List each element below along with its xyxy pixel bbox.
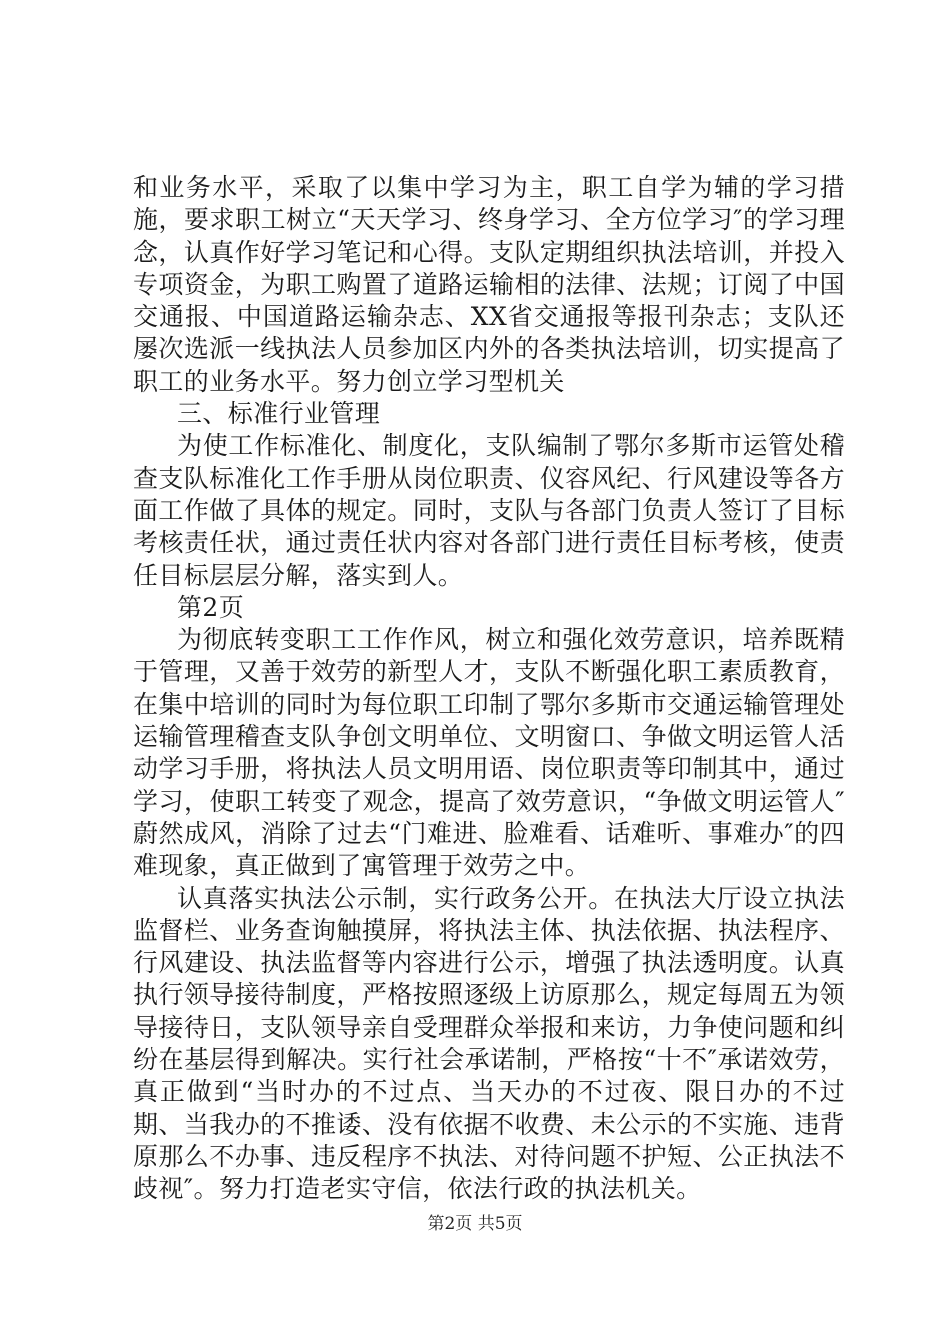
- paragraph-public-disclosure: 认真落实执法公示制，实行政务公开。在执法大厅设立执法监督栏、业务查询触摸屏，将执法主体、执法依据、执法程序、行风建设、执法监督等内容进行公示，增强了执法透明度。认真执行领导接待制度，严格按照逐级上访原那么，规定每周五为领导接待日，支队领导亲自受理群众举报和来访，力争使问题和纠纷在基层得到解决。实行社会承诺制，严格按“十不″承诺效劳，真正做到“当时办的不过点、当天办的不过夜、限日办的不过期、当我办的不推诿、没有依据不收费、未公示的不实施、违背原那么不办事、违反程序不执法、对待问题不护短、公正执法不歧视″。努力打造老实守信，依法行政的执法机关。: [133, 883, 845, 1204]
- paragraph-study-measures: 和业务水平，采取了以集中学习为主，职工自学为辅的学习措施，要求职工树立“天天学习、终身学习、全方位学习″的学习理念，认真作好学习笔记和心得。支队定期组织执法培训，并投入专项资金，为职工购置了道路运输相的法律、法规；订阅了中国交通报、中国道路运输杂志、XX省交通报等报刊杂志；支队还屡次选派一线执法人员参加区内外的各类执法培训，切实提高了职工的业务水平。努力创立学习型机关: [133, 173, 845, 396]
- paragraph-standardization: 为使工作标准化、制度化，支队编制了鄂尔多斯市运管处稽查支队标准化工作手册从岗位职责、仪容风纪、行风建设等各方面工作做了具体的规定。同时，支队与各部门负责人签订了目标考核责任状，通过责任状内容对各部门进行责任目标考核，使责任目标层层分解，落实到人。: [133, 431, 845, 590]
- page-footer: 第2页 共5页: [427, 1214, 523, 1234]
- section-heading-industry-management: 三、标准行业管理: [177, 399, 381, 429]
- inline-page-marker: 第2页: [177, 592, 245, 622]
- document-body: [133, 172, 845, 1206]
- paragraph-service-awareness: 为彻底转变职工工作作风，树立和强化效劳意识，培养既精于管理，又善于效劳的新型人才，支队不断强化职工素质教育，在集中培训的同时为每位职工印制了鄂尔多斯市交通运输管理处运输管理稽查支队争创文明单位、文明窗口、争做文明运管人活动学习手册，将执法人员文明用语、岗位职责等印制其中，通过学习，使职工转变了观念，提高了效劳意识，“争做文明运管人″蔚然成风，消除了过去“门难进、脸难看、话难听、事难办″的四难现象，真正做到了寓管理于效劳之中。: [133, 625, 845, 881]
